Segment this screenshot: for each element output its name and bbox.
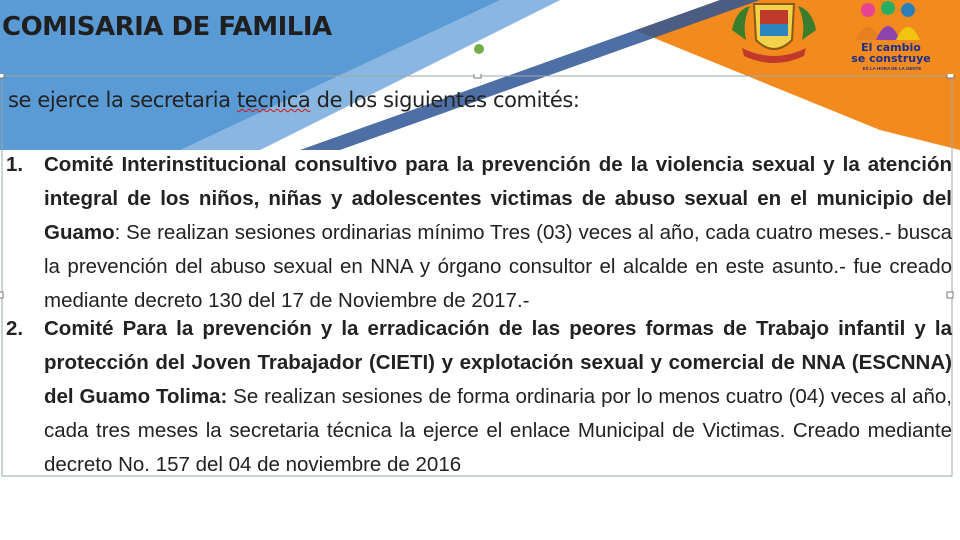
item-number: 1.	[6, 153, 24, 176]
item-heading: Comité Para la prevención y la erradicación de las peores formas de Trabajo infantil y la protección del Joven Trabajador (CIETI) y explotación sexual y comercial de NNA (ESCNNA) del Guamo Tolima:	[44, 317, 952, 408]
municipal-seal-logo	[728, 0, 820, 66]
item-heading: Comité Interinstitucional consultivo para la prevención de la violencia sexual y la atención integral de los niños, niñas y adolescentes victimas de abuso sexual en el municipio del Guamo	[44, 153, 952, 244]
slogan-text	[848, 42, 934, 64]
rotate-handle[interactable]	[472, 42, 486, 56]
item-body	[44, 148, 952, 318]
page-title: COMISARIA DE FAMILIA	[2, 12, 332, 42]
intro-line	[8, 88, 580, 112]
list-item	[6, 312, 952, 482]
intro-after: de los siguientes comités:	[310, 88, 580, 112]
item-text: Se realizan sesiones de forma ordinaria por lo menos cuatro (04) veces al año, cada tres meses la secretaria técnica la ejerce el enlace Municipal de Victimas. Creado mediante decreto No. 157 del 04 de noviembre de 2016	[44, 385, 953, 476]
intro-misspelled-word: tecnica	[236, 88, 311, 112]
item-text: : Se realizan sesiones ordinarias mínimo Tres (03) veces al año, cada cuatro meses.- busca la prevención del abuso sexual en NNA y órgano consultor el alcalde en este asunto.- fue creado mediante decreto 130 del 17 de Noviembre de 2017.-	[44, 221, 952, 312]
slogan-subtitle: ES LA HORA DE LA GENTE	[862, 66, 922, 71]
intro-before: se ejerce la secretaria	[8, 88, 237, 112]
slogan-line-2: se construye	[851, 52, 931, 65]
list-item	[6, 148, 952, 318]
slogan-line-1: El cambio	[861, 41, 921, 54]
item-body	[44, 312, 952, 482]
item-number: 2.	[6, 317, 24, 340]
